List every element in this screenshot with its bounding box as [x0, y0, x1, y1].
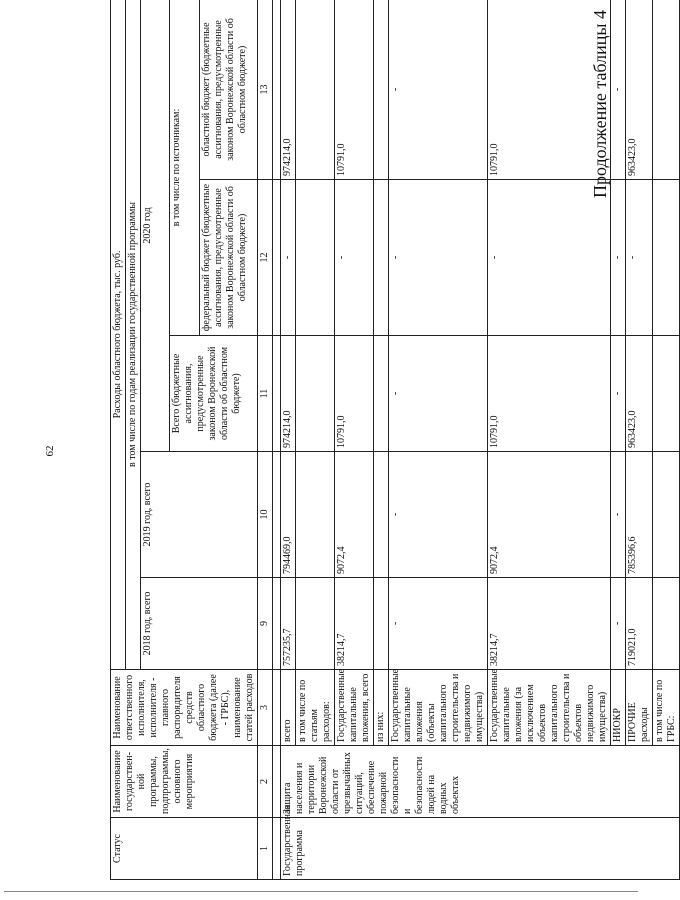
value-federal: -	[281, 180, 296, 336]
page-number: 62	[44, 445, 56, 457]
program-status: Государственная программа	[281, 818, 680, 880]
col-number: 11	[258, 336, 273, 452]
value-2018	[653, 578, 680, 670]
value-2019: -	[389, 452, 488, 578]
value-2018: 719021,0	[626, 578, 653, 670]
value-2020-total: 10791,0	[335, 336, 374, 452]
col-number: 9	[258, 578, 273, 670]
col-number: 3	[258, 670, 273, 746]
value-federal	[296, 180, 335, 336]
value-2020-total: 10791,0	[488, 336, 611, 452]
budget-table	[110, 0, 680, 880]
table-row	[281, 0, 296, 880]
value-federal	[374, 180, 389, 336]
value-2018	[374, 578, 389, 670]
value-2019: 794469,0	[281, 452, 296, 578]
value-regional	[296, 0, 335, 180]
value-regional: 974214,0	[281, 0, 296, 180]
header-by-years: в том числе по годам реализации государственной программы	[126, 0, 141, 670]
scan-edge-line	[4, 891, 638, 892]
row-label: НИОКР	[611, 670, 626, 746]
value-regional	[374, 0, 389, 180]
row-label: из них:	[374, 670, 389, 746]
value-2018: 38214,7	[488, 578, 611, 670]
value-regional: 10791,0	[488, 0, 611, 180]
value-federal: -	[335, 180, 374, 336]
col-number: 1	[258, 818, 273, 880]
header-by-sources: в том числе по источникам:	[169, 0, 200, 336]
header-2019: 2019 год, всего	[141, 452, 258, 578]
row-label: в том числе по статьям расходов:	[296, 670, 335, 746]
col-number: 2	[258, 746, 273, 818]
program-name: Защита населения и территории Воронежской области от чрезвычайных ситуаций, обеспечение пожарной безопасности и безопасности людей на водных объектах	[281, 746, 680, 818]
value-2020-total: 963423,0	[626, 336, 653, 452]
row-label: всего	[281, 670, 296, 746]
value-2020-total: -	[389, 336, 488, 452]
column-numbers-row	[258, 0, 273, 880]
value-federal: -	[389, 180, 488, 336]
value-2019	[296, 452, 335, 578]
continuation-title: Продолжение таблицы 4	[590, 10, 610, 198]
row-label: Государственные капитальные вложения, всего	[335, 670, 374, 746]
col-number: 10	[258, 452, 273, 578]
header-2018: 2018 год, всего	[141, 578, 258, 670]
header-expenses: Расходы областного бюджета, тыс. руб.	[111, 0, 126, 670]
row-label: ПРОЧИЕ расходы	[626, 670, 653, 746]
header-row-1	[111, 0, 126, 880]
value-2020-total	[374, 336, 389, 452]
row-label: Государственные капитальные вложения (объекты капитального строительства и недвижимого имущества)	[389, 670, 488, 746]
value-federal: -	[626, 180, 653, 336]
header-2020: 2020 год	[141, 0, 170, 452]
value-federal: -	[488, 180, 611, 336]
header-federal: федеральный бюджет (бюджетные ассигнования, предусмотренные законом Воронежской области об областном бюджете)	[200, 180, 258, 336]
value-federal: -	[611, 180, 626, 336]
header-regional: областной бюджет (бюджетные ассигнования, предусмотренные законом Воронежской области об областном бюджете)	[200, 0, 258, 180]
row-label: Государственные капитальные вложения (за исключением объектов капитального строительства и объектов недвижимого имущества)	[488, 670, 611, 746]
value-2020-total	[296, 336, 335, 452]
value-2019: 9072,4	[488, 452, 611, 578]
value-2020-total: -	[611, 336, 626, 452]
value-federal	[653, 180, 680, 336]
value-2020-total: 974214,0	[281, 336, 296, 452]
value-2019	[653, 452, 680, 578]
value-2018: -	[389, 578, 488, 670]
value-regional	[653, 0, 680, 180]
header-program-name: Наименование государствен-ной программы, подпрограммы, основного мероприятия	[111, 746, 258, 818]
value-2019: 9072,4	[335, 452, 374, 578]
value-regional: 10791,0	[335, 0, 374, 180]
header-2020-total: Всего (бюджетные ассигнования, предусмотренные законом Воронежской области об областном бюджете)	[169, 336, 258, 452]
header-executor-name: Наименование ответственного исполнителя, исполнителя - главного распорядителя средств областного бюджета (далее - ГРБС), наименование статей расходов	[111, 670, 258, 746]
value-2018: -	[611, 578, 626, 670]
header-status: Статус	[111, 818, 258, 880]
value-2019: 785396,6	[626, 452, 653, 578]
row-label: в том числе по ГРБС:	[653, 670, 680, 746]
value-2018: 38214,7	[335, 578, 374, 670]
value-regional: -	[389, 0, 488, 180]
value-2018: 757235,7	[281, 578, 296, 670]
value-regional: 963423,0	[626, 0, 653, 180]
value-2019: -	[611, 452, 626, 578]
col-number: 12	[258, 180, 273, 336]
value-2020-total	[653, 336, 680, 452]
value-2018	[296, 578, 335, 670]
value-regional: -	[611, 0, 626, 180]
separator-row	[273, 0, 281, 880]
col-number: 13	[258, 0, 273, 180]
value-2019	[374, 452, 389, 578]
